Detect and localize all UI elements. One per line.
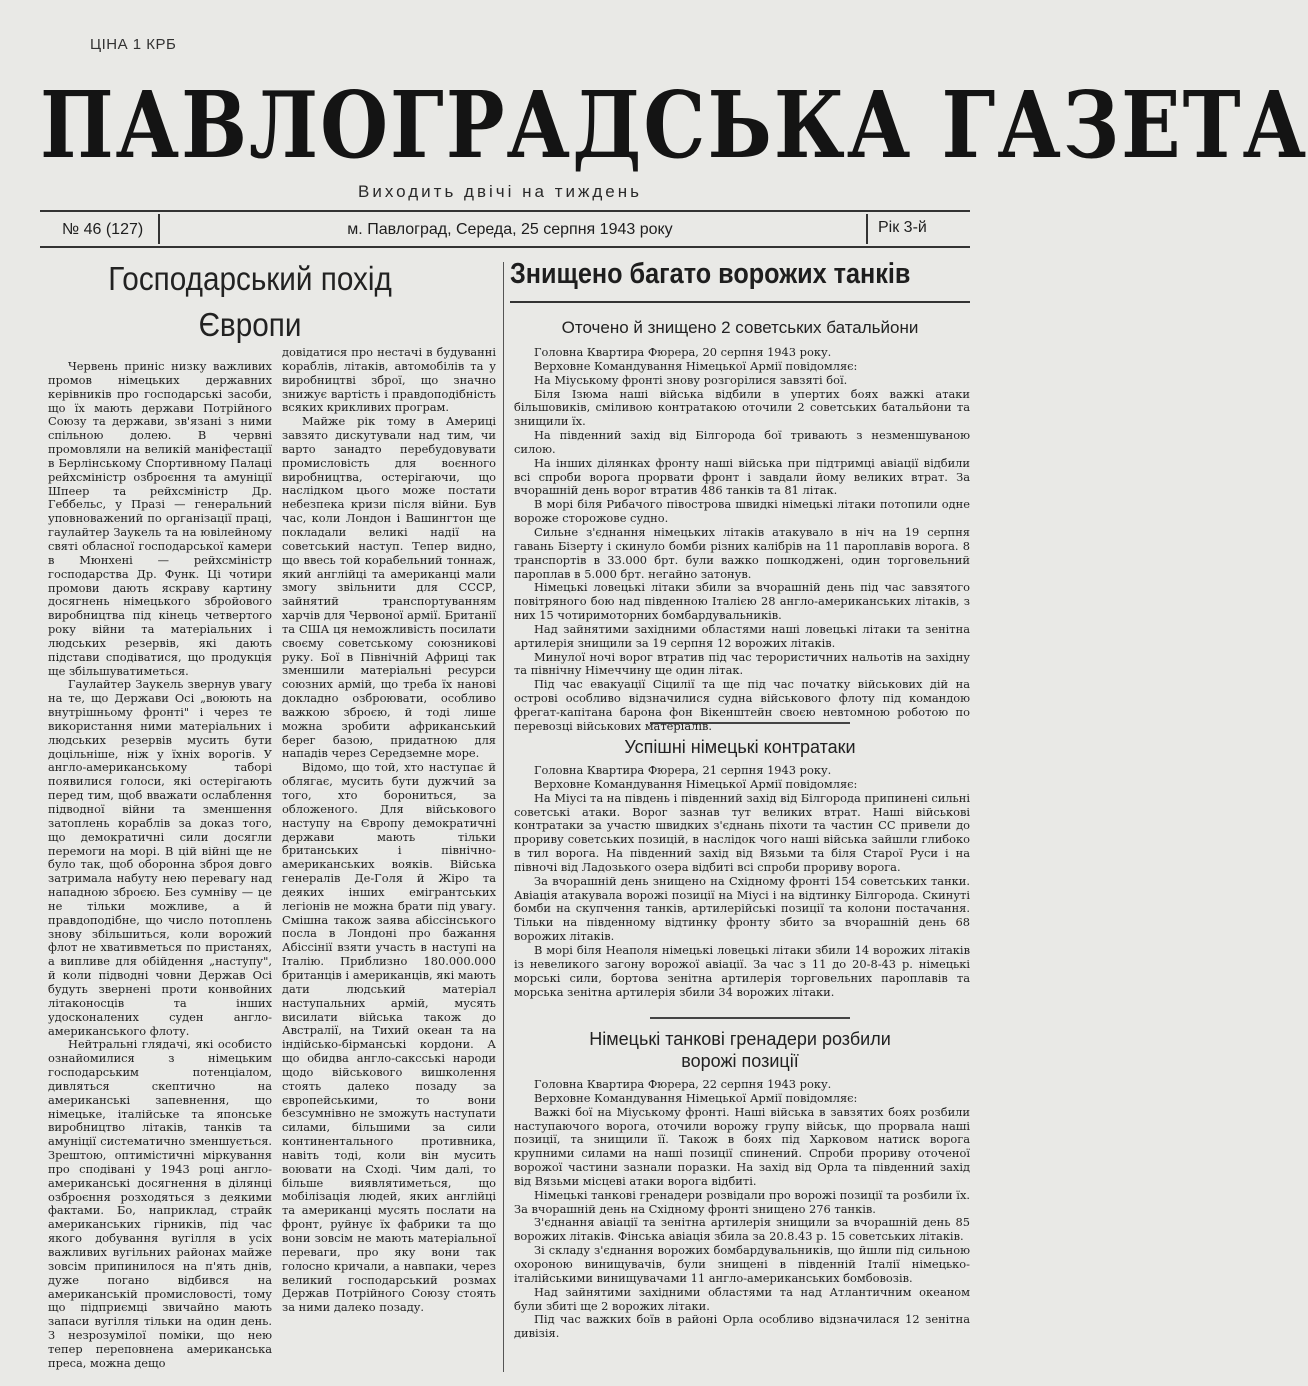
left-article-column-1 — [48, 360, 272, 1380]
story-paragraph: З'єднання авіації та зенітна артилерія знищили за вчорашній день 85 ворожих літаків. Фінська авіація збила за 20.8.43 р. 15 советських літаків. — [514, 1215, 970, 1244]
story-paragraph: Минулої ночі ворог втратив під час терористичних нальотів на західну та північну Німеччину ще один літак. — [514, 649, 970, 678]
story-paragraph: Головна Квартира Фюрера, 20 серпня 1943 року. — [534, 345, 832, 359]
dateline: м. Павлоград, Середа, 25 серпня 1943 року — [347, 221, 673, 238]
story-paragraph: Важкі бої на Міуському фронті. Наші війська в завзятих боях розбили наступаючого ворога, оточили ворожу групу військ, що прорвала наші позиції, та знищили її. Також в боях під Харковом натиск ворога крупними силами на наші позиції спинений. Спроби прориву оточеної ворожої частини зазнали поразки. На захід від Орла та південний захід від Вязьми місцеві атаки ворога відбиті. — [514, 1104, 970, 1188]
story-paragraph: На Міуському фронті знову розгорілися завзяті бої. — [534, 372, 848, 387]
story-paragraph: Біля Ізюма наші війська відбили в упертих боях важкі атаки більшовиків, сміливою контратакою оточили 2 советських батальйони та знищили їх. — [514, 386, 970, 429]
story2-title: Успішні німецькі контратаки — [624, 737, 856, 757]
publication-frequency: Виходить двічі на тиждень — [358, 182, 642, 201]
story-paragraph: В морі біля Неаполя німецькі ловецькі літаки збили 14 ворожих літаків із невеликого загону ворожої авіації. За час з 11 до 20-8-43 р. німецькі морські сили, бортова зенітна артилерія торговельних пароплавів та морська зенітна артилерія збили 34 ворожих літаки. — [514, 942, 970, 999]
story3-title-line2: ворожі позиції — [681, 1051, 799, 1071]
newspaper-title: ПАВЛОГРАДСЬКА ГАЗЕТА — [40, 72, 1308, 180]
story-separator — [650, 1017, 850, 1019]
masthead-rule-bottom — [40, 246, 970, 248]
left-headline-line2: Європи — [198, 306, 302, 343]
story-paragraph: Німецькі ловецькі літаки збили за вчорашній день під час завзятого повітряного бою над південною Італією 28 англо-американських літаків, з них 15 чотиримоторних бомбардувальників. — [514, 580, 970, 623]
column-divider — [503, 262, 504, 1372]
story-paragraph: Сильне з'єднання німецьких літаків атакувало в ніч на 19 серпня гавань Бізерту і скинуло бомби різних калібрів на 11 пароплавів ворога. 8 транспортів в 33.000 брт. були важко пошкоджені, один торговельний пароплав в 5.000 брт. негайно затонув. — [514, 524, 970, 581]
story-separator — [650, 722, 850, 724]
article-paragraph: Майже рік тому в Америці завзято дискутували над тим, чи варто занадто перебудовувати промисловість для воєнного виробництва, остерігаючи, що наслідком цього може постати небезпека кризи після війни. Був час, коли Лондон і Вашингтон ще покладали великі надії на советський наступ. Тепер видно, що ввесь той корабельний тоннаж, який англійці та американці мали змогу звільнити для СССР, зайнятий транспортуванням харчів для Червоної армії. Британії та США ця неможливість посилати своєму советському союзникові руку. Бої в Північній Африці так зменшили матеріальні ресурси союзних армій, що треба їх нанові докладно озброювати, особливо важкою зброєю, й тоді лише можна зробити африканський берег базою, придатною для нападів через Середземне море. — [282, 414, 496, 761]
story1-body — [514, 345, 970, 733]
article-paragraph: довідатися про нестачі в будуванні кораблів, літаків, автомобілів та у виробництві зброї, що значно знижує вартість і правдоподібність всяких крикливих програм. — [282, 345, 496, 415]
story-paragraph: За вчорашній день знищено на Східному фронті 154 советських танки. Авіація атакувала ворожі позиції на Міусі і на відтинку Білгорода. Скинуті бомби на скупчення танків, артилерійські позиції та колони постачання. Тільки на південному відтинку фронту збито за вчорашній день 68 ворожих літаків. — [514, 873, 970, 944]
story-paragraph: На Міусі та на південь і південний захід від Білгорода припинені сильні советські атаки. Ворог зазнав тут великих втрат. Наші військові контратаки за участю швидких з'єднань піхоти та частин СС привели до прориву советських позицій, в наслідок чого наші війська зайшли глибоко в тил ворога. На південний захід від Вязьми та біля Старої Руси і на півночі від Ладозького озера відбиті всі спроби прориву ворога. — [514, 790, 970, 874]
story1-title: Оточено й знищено 2 советських батальйони — [561, 318, 919, 337]
story3-title — [510, 1028, 970, 1072]
article-paragraph: Відомо, що той, хто наступає й облягає, мусить бути дужчий за того, хто борониться, за обложеного. Для військового наступу на Європу демократичні держави мають тільки британських і північно-американських вояків. Війська генералів Де-Голя й Жіро та деяких інших емігрантських легіонів не можна брати під увагу. Смішна також заява абіссінського посла в Лондоні про бажання Абіссінії взяти участь в наступі на Італію. Приблизно 180.000.000 британців і американців, які мають дати людський матеріал наступальних армій, мусять висилати війська також до Австралії, на Тихий океан та на індійсько-бірманські кордони. А що обидва англо-саксські народи щодо військового вишколення стоять далеко позаду за європейськими, то вони безсумнівно не зможуть наступати силами, більшими за сили континентального противника, навіть тоді, коли він мусить воювати на Сході. Чим далі, то більше виявлятиметься, що мобілізація людей, яких англійці та американці мусять послати на фронт, руйнує їх фабрики та що вони зовсім не мають матеріальної переваги, про яку вони так голосно кричали, а навпаки, через великий господарський розмах Держав Потрійного Союзу стоять за ними далеко позаду. — [282, 760, 496, 1315]
story-paragraph: Верховне Командування Німецької Армії повідомляє: — [534, 776, 858, 791]
story-paragraph: Головна Квартира Фюрера, 22 серпня 1943 року. — [534, 1077, 832, 1091]
year-divider — [866, 214, 868, 244]
story-paragraph: В морі біля Рибачого півострова швидкі німецькі літаки потопили одне вороже сторожове судно. — [514, 497, 970, 526]
left-article-headline — [70, 256, 430, 348]
volume-year: Рік 3-й — [878, 219, 927, 236]
headline-underline — [510, 301, 970, 303]
story-paragraph: На південний захід від Білгорода бої тривають з незменшуваною силою. — [514, 428, 970, 456]
story-paragraph: Над зайнятими західними областями наші ловецькі літаки та зенітна артилерія знищили за 19 серпня 12 ворожих літаків. — [514, 621, 970, 650]
price-label: ЦІНА 1 КРБ — [90, 36, 177, 53]
story-paragraph: Під час евакуації Сіцилії та ще під час початку військових дій на острові особливо відзначилися судна військового флоту під командою фрегат-капітана барона фон Вікенштейн своєю невтомною роботою по перевозці військових матеріалів. — [514, 677, 970, 733]
story-paragraph: Над зайнятими західними областями та над Атлантичним океаном були збиті ще 2 ворожих літаки. — [514, 1284, 970, 1313]
story-paragraph: Верховне Командування Німецької Армії повідомляє: — [534, 1090, 858, 1105]
story-paragraph: Німецькі танкові гренадери розвідали про ворожі позиції та розбили їх. За вчорашній день на Східному фронті знищено 276 танків. — [514, 1187, 970, 1216]
story-paragraph: Верховне Командування Німецької Армії повідомляє: — [534, 358, 858, 373]
left-headline-line1: Господарський похід — [108, 260, 392, 297]
story-paragraph: Під час важких боїв в районі Орла особливо відзначилася 12 зенітна дивізія. — [514, 1312, 970, 1341]
article-paragraph: Червень приніс низку важливих промов німецьких державних керівників про господарські засоби, що їх мають держави Потрійного Союзу та держави, зв'язані з ними спільною долею. В червні промовляли на великій маніфестації в Берлінському Спортивному Палаці рейхсміністр озброєння та амуніції Шпеер та рейхсміністр Др. Геббельс, у Празі — генеральний уповноважений по організації праці, гаулайтер Заукель та на ювілейному святі обласної господарської камери в Мюнхені — рейхсміністр господарства Др. Функ. Ці чотири промови дають яскраву картину досягнень німецького збройового виробництва під кінець четвертого року війни та матеріальних і людських резервів, які дають підстави сподіватися, що продукція ще збільшуватиметься. — [48, 359, 272, 678]
masthead-rule-top — [40, 210, 970, 212]
article-paragraph: Нейтральні глядачі, які особисто ознайомилися з німецьким господарським потенціалом, дивляться скептично на американські запевнення, що німецьке, італійське та японське виробництво літаків, танків та амуніції систематично зменшується. Зрештою, оптимістичні міркування про сподівані у 1943 році англо-американські досягнення в ділянці озброєння розходяться з деякими фактами. Бо, наприклад, страйк американських гірників, під час якого добування вугілля в усіх важливих вугільних районах майже зовсім припинилося на п'ять днів, дуже погано відбився на американській промисловості, тому що підприємці звичайно мають запаси вугілля тільки на один день. З незрозумілої поміки, що нею тепер переповнена американська преса, можна дещо — [48, 1037, 272, 1370]
story-paragraph: Головна Квартира Фюрера, 21 серпня 1943 року. — [534, 763, 832, 777]
left-article-column-2 — [282, 346, 496, 1380]
issue-number: № 46 (127) — [62, 221, 144, 238]
story3-title-line1: Німецькі танкові гренадери розбили — [589, 1029, 891, 1049]
story-paragraph: На інших ділянках фронту наші війська при підтримці авіації відбили всі спроби ворога прорвати фронт і завдали йому великих втрат. За вчорашній день ворог втратив 486 танків та 81 літак. — [514, 455, 970, 498]
story3-body — [514, 1078, 970, 1378]
story-paragraph: Зі складу з'єднання ворожих бомбардувальників, що йшли під сильною охороною винищувачів, були знищені в південній Італії німецько-італійськими винищувачами 11 англо-американських бомбовозів. — [514, 1243, 970, 1285]
article-paragraph: Гаулайтер Заукель звернув увагу на те, що Держави Осі „воюють на внутрішньому фронті" і через те використання ними матеріальних і людських резервів мусить бути доцільніше, ніж у їхніх ворогів. У англо-американському таборі появилися голоси, які остерігають перед тим, щоб вважати ослаблення підводної війни та зменшення затоплень кораблів за доказ того, що демократичні сили досягли перемоги на морі. В цій війні ще не було так, щоб оборонна зброя довго затримала набуту нею перевагу над нападною зброєю. Без сумніву — це не тільки можливе, а й правдоподібне, що число потоплень знову збільшиться, коли ворожий флот не хвативметься по пристанях, а випливе для обійдення „наступу", й коли підводні човни Держав Осі будуть звернені проти конвойних літаконосців та інших удосконалених суден англо-американського флоту. — [48, 677, 272, 1038]
right-section-headline: Знищено багато ворожих танків — [510, 258, 911, 290]
story2-body — [514, 764, 970, 1009]
